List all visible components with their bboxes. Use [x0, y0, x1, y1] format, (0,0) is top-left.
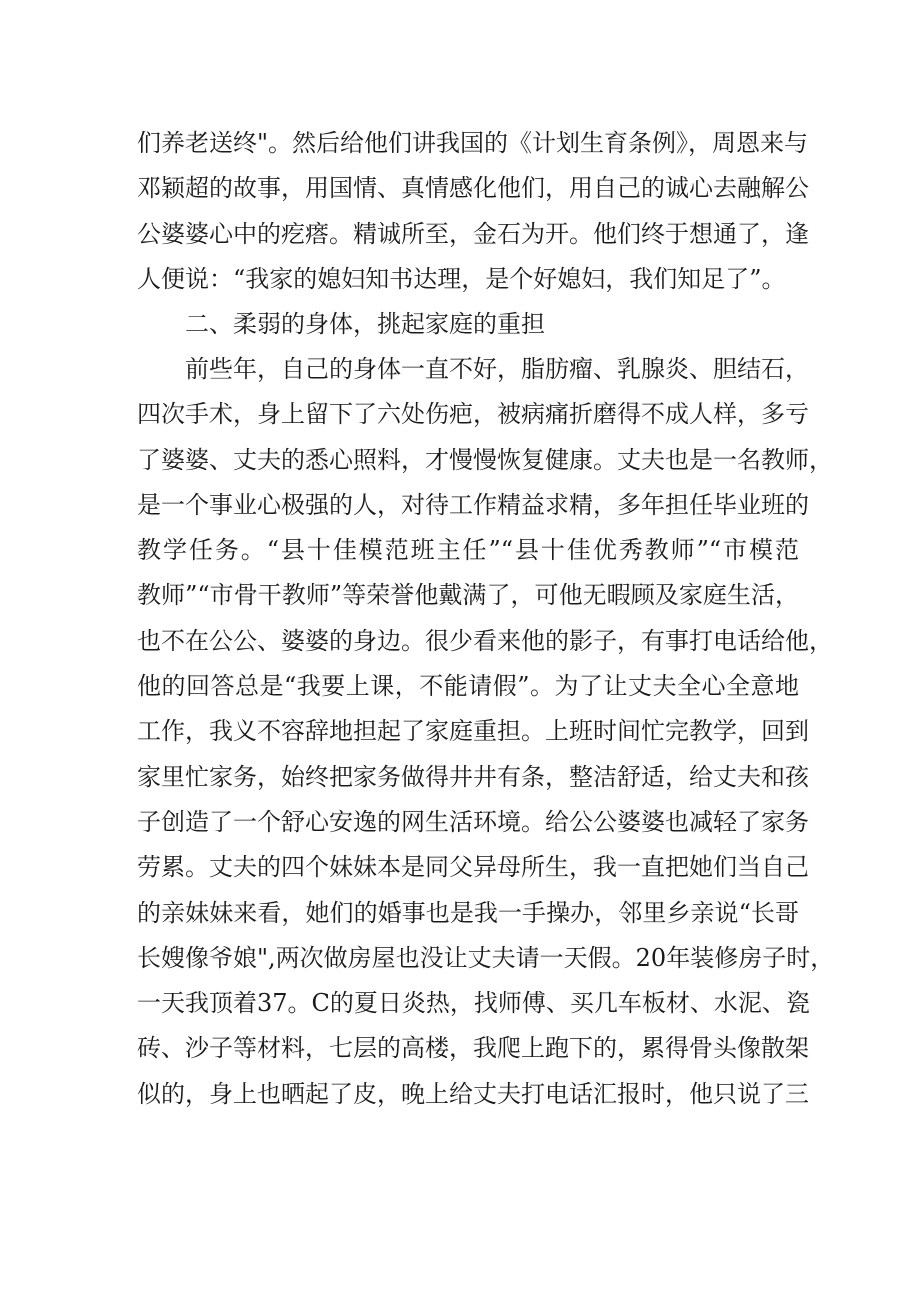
- paragraph-2-line: 前些年，自己的身体一直不好，脂肪瘤、乳腺炎、胆结石，: [185, 355, 809, 383]
- paragraph-2-line: 了婆婆、丈夫的悉心照料，才慢慢恢复健康。丈夫也是一名教师，: [137, 445, 833, 474]
- paragraph-2-line: 劳累。丈夫的四个妹妹本是同父异母所生，我一直把她们当自己: [137, 853, 809, 882]
- paragraph-2-line: 工作，我义不容辞地担起了家庭重担。上班时间忙完教学，回到: [137, 717, 809, 746]
- paragraph-2-line: 教师”“市骨干教师”等荣誉他戴满了，可他无暇顾及家庭生活，: [137, 581, 799, 610]
- paragraph-2-line: 子创造了一个舒心安逸的网生活环境。给公公婆婆也减轻了家务: [137, 807, 809, 836]
- paragraph-2-line: 的亲妹妹来看，她们的婚事也是我一手操办，邻里乡亲说“长哥: [137, 898, 799, 927]
- section-heading-block: [137, 302, 799, 347]
- paragraph-2-line: 长嫂像爷娘",两次做房屋也没让丈夫请一天假。20年装修房子时，: [137, 943, 835, 972]
- paragraph-2-line: 砖、沙子等材料，七层的高楼，我爬上跑下的，累得骨头像散架: [137, 1034, 809, 1063]
- paragraph-2-line: 他的回答总是“我要上课，不能请假”。为了让丈夫全心全意地: [137, 672, 799, 701]
- paragraph-1-line: 人便说：“我家的媳妇知书达理，是个好媳妇，我们知足了”。: [137, 264, 786, 293]
- paragraph-2-line: 教学任务。“县十佳模范班主任”“县十佳优秀教师”“市模范: [137, 536, 799, 565]
- paragraph-1-line: 邓颖超的故事，用国情、真情感化他们，用自己的诚心去融解公: [137, 174, 809, 203]
- paragraph-2-line: 四次手术，身上留下了六处伤疤，被病痛折磨得不成人样，多亏: [137, 400, 809, 429]
- paragraph-2: [137, 347, 835, 1117]
- paragraph-2-line: 似的，身上也晒起了皮，晚上给丈夫打电话汇报时，他只说了三: [137, 1079, 809, 1108]
- paragraph-1: [137, 121, 809, 302]
- paragraph-2-line: 是一个事业心极强的人，对待工作精益求精，多年担任毕业班的: [137, 490, 809, 519]
- section-heading: 二、柔弱的身体，挑起家庭的重担: [185, 310, 545, 338]
- paragraph-1-line: 公婆婆心中的疙瘩。精诚所至，金石为开。他们终于想通了，逢: [137, 219, 809, 248]
- paragraph-2-line: 一天我顶着37。C的夏日炎热，找师傅、买几车板材、水泥、瓷: [137, 989, 810, 1018]
- paragraph-2-line: 家里忙家务，始终把家务做得井井有条，整洁舒适，给丈夫和孩: [137, 762, 809, 791]
- paragraph-2-line: 也不在公公、婆婆的身边。很少看来他的影子，有事打电话给他，: [137, 626, 833, 655]
- paragraph-1-line: 们养老送终"。然后给他们讲我国的《计划生育条例》，周恩来与: [137, 129, 809, 157]
